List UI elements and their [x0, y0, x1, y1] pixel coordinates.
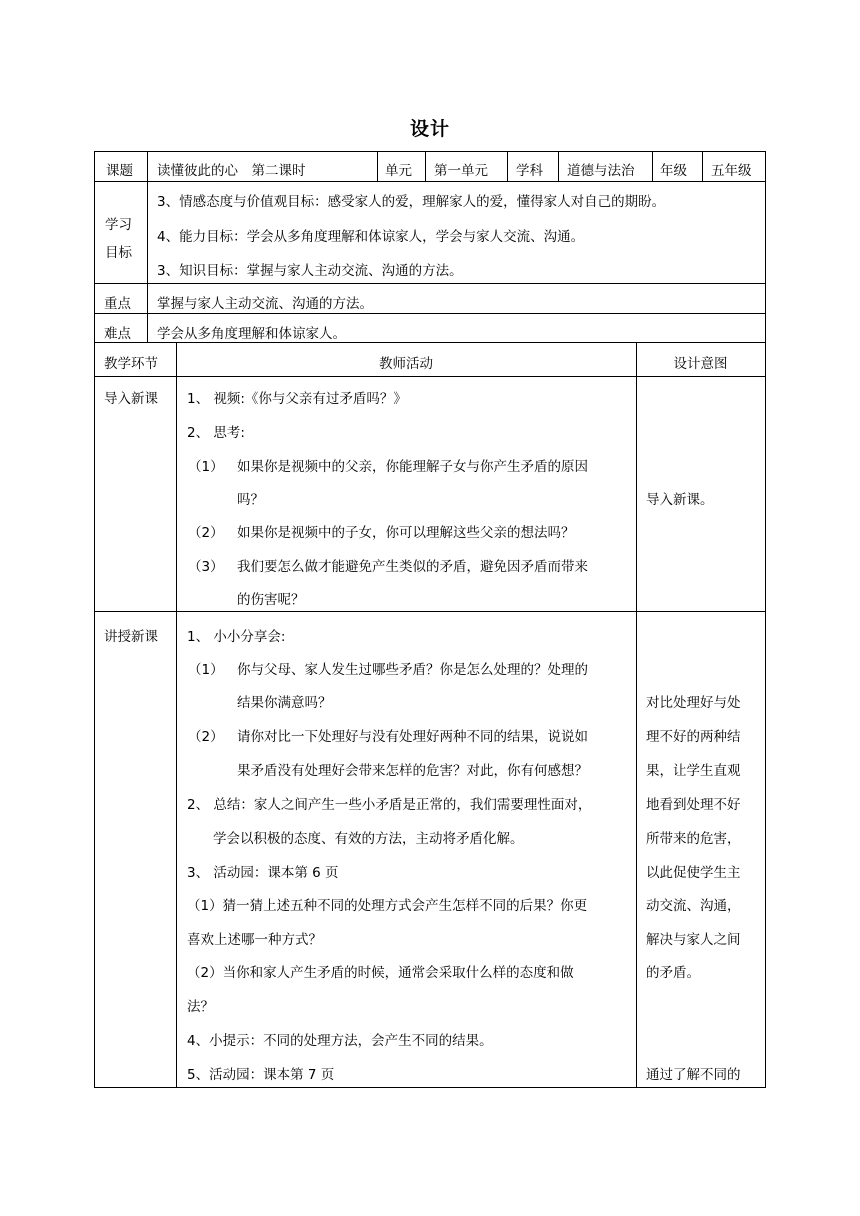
topic-value: 读懂彼此的心 第二课时: [157, 163, 306, 179]
unit-value: 第一单元: [434, 163, 488, 179]
intent-text: 导入新课。: [646, 492, 714, 508]
grade-value: 五年级: [711, 163, 752, 179]
activity-line: 喜欢上述哪一种方式？: [187, 932, 322, 948]
activity-line: 果矛盾没有处理好会带来怎样的危害？对此，你有何感想？: [237, 763, 588, 779]
activity-line: 你与父母、家人发生过哪些矛盾？你是怎么处理的？处理的: [237, 662, 588, 678]
goal-item: 4、能力目标：学会从多角度理解和体谅家人，学会与家人交流、沟通。: [157, 229, 585, 245]
intent-line: 解决与家人之间: [646, 932, 741, 948]
goals-label-line1: 学习: [105, 217, 132, 233]
activity-item-number: （1）: [188, 662, 224, 678]
activity-item-number: （2）: [188, 525, 224, 541]
column-header-intent: 设计意图: [673, 356, 728, 372]
activity-line: 结果你满意吗？: [237, 695, 332, 711]
activity-line: 我们要怎么做才能避免产生类似的矛盾，避免因矛盾而带来: [237, 559, 588, 575]
grade-label: 年级: [660, 163, 687, 179]
activity-item-number: （1）: [188, 459, 224, 475]
activity-line: 如果你是视频中的父亲，你能理解子女与你产生矛盾的原因: [237, 459, 588, 475]
column-header-stage: 教学环节: [104, 356, 158, 372]
column-header-activity: 教师活动: [379, 356, 433, 372]
intent-line: 果，让学生直观: [646, 763, 741, 779]
activity-item-number: （3）: [188, 559, 224, 575]
page-title: 设计: [409, 118, 450, 140]
goals-label-line2: 目标: [105, 245, 132, 261]
activity-line: 吗？: [237, 492, 264, 508]
intent-line: 对比处理好与处: [646, 695, 741, 711]
intent-line: 以此促使学生主: [646, 865, 741, 881]
difficulty-label: 难点: [104, 326, 131, 342]
activity-line: 1、 视频:《你与父亲有过矛盾吗？》: [187, 391, 407, 407]
goal-item: 3、情感态度与价值观目标：感受家人的爱，理解家人的爱，懂得家人对自己的期盼。: [157, 194, 666, 210]
subject-value: 道德与法治: [567, 163, 635, 179]
activity-line: 的伤害呢？: [237, 592, 305, 608]
activity-line: 2、 总结：家人之间产生一些小矛盾是正常的，我们需要理性面对，: [187, 797, 592, 813]
subject-label: 学科: [516, 163, 543, 179]
intent-line: 通过了解不同的: [646, 1067, 741, 1083]
intent-line: 理不好的两种结: [646, 729, 741, 745]
key-point-label: 重点: [104, 296, 131, 312]
activity-line: 3、 活动园：课本第 6 页: [187, 865, 339, 881]
intent-line: 所带来的危害，: [646, 831, 741, 847]
activity-line: （2）当你和家人产生矛盾的时候，通常会采取什么样的态度和做: [187, 965, 574, 981]
stage-label: 讲授新课: [104, 629, 158, 645]
activity-line: （1）猜一猜上述五种不同的处理方式会产生怎样不同的后果？你更: [187, 898, 588, 914]
stage-label: 导入新课: [104, 391, 158, 407]
activity-line: 如果你是视频中的子女，你可以理解这些父亲的想法吗？: [237, 525, 575, 541]
activity-line: 请你对比一下处理好与没有处理好两种不同的结果，说说如: [237, 729, 588, 745]
intent-line: 的矛盾。: [646, 965, 700, 981]
goal-item: 3、知识目标：掌握与家人主动交流、沟通的方法。: [157, 263, 463, 279]
activity-line: 4、小提示：不同的处理方法，会产生不同的结果。: [187, 1033, 493, 1049]
key-point-value: 掌握与家人主动交流、沟通的方法。: [157, 296, 373, 312]
difficulty-value: 学会从多角度理解和体谅家人。: [157, 326, 346, 342]
activity-line: 2、 思考:: [187, 425, 245, 441]
activity-line: 法？: [187, 999, 214, 1015]
activity-line: 1、 小小分享会:: [187, 629, 286, 645]
intent-line: 地看到处理不好: [646, 797, 741, 813]
activity-item-number: （2）: [188, 729, 224, 745]
activity-line: 5、活动园：课本第 7 页: [187, 1067, 335, 1083]
topic-label: 课题: [106, 163, 133, 179]
intent-line: 动交流、沟通，: [646, 898, 741, 914]
activity-line: 学会以积极的态度、有效的方法，主动将矛盾化解。: [213, 831, 524, 847]
unit-label: 单元: [385, 163, 412, 179]
